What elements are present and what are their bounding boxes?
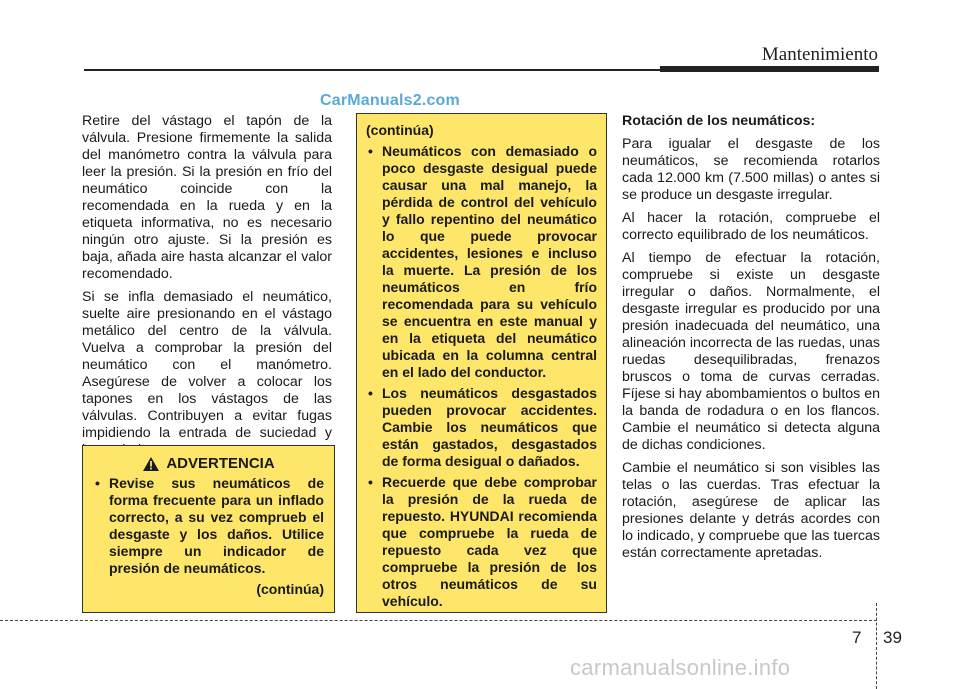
section-heading: Rotación de los neumáticos: <box>622 113 816 129</box>
warning-list <box>93 475 324 577</box>
header-tab-bar <box>660 66 879 72</box>
middle-warning-box <box>356 113 607 613</box>
page-number: 39 <box>883 628 902 647</box>
middle-list <box>366 143 597 610</box>
warning-box <box>82 445 335 613</box>
footer-vertical-rule <box>876 603 877 689</box>
watermark-bottom: carmanualsonline.info <box>570 655 791 680</box>
right-paragraph-2: Al hacer la rotación, compruebe el correcto equilibrado de los neumáticos. <box>622 210 880 243</box>
middle-continued-head: (continúa) <box>366 122 434 138</box>
right-paragraph-3: Al tiempo de efectuar la rotación, compruebe si existe un desgaste irregular o daños. Normalmente, el desgaste irregular es producido por una presión inadecuada del neumático, una alineación incorrecta de las ruedas, unas ruedas desequilibradas, frenazos bruscos o toma de curvas cerradas. Fíjese si hay abombamientos o bultos en la banda de rodadura o en los flancos. Cambie el neumático si detecta alguna de dichas condiciones. <box>622 250 880 453</box>
warning-title: ADVERTENCIA <box>166 455 275 472</box>
watermark-top: CarManuals2.com <box>320 92 460 109</box>
page-header-title: Mantenimiento <box>761 44 878 65</box>
warning-header <box>93 455 324 472</box>
right-paragraph-4: Cambie el neumático si son visibles las telas o las cuerdas. Tras efectuar la rotación, asegúrese de aplicar las presiones delante y detrás acordes con lo indicado, y compruebe que las tuercas están correctamente apretadas. <box>622 460 880 561</box>
left-paragraph-2: Si se infla demasiado el neumático, suelte aire presionando en el vástago metálico del centro de la válvula. Vuelva a comprobar la presión del neumático con el manómetro. Asegúrese de volver a colocar los tapones en los vástagos de las válvulas. Contribuyen a evitar fugas impidiendo la entrada de suciedad y <box>82 289 332 441</box>
warning-item: • Revise sus neumáticos de forma frecuente para un inflado correcto, a su vez comprueb el desgaste y los daños. Utilice siempre un indicador de presión de neumáticos. <box>93 475 324 577</box>
middle-item: • Recuerde que debe comprobar la presión de la rueda de repuesto. HYUNDAI recomienda que compruebe la rueda de repuesto cada vez que compruebe la presión de los otros neumáticos de su vehículo. <box>366 474 597 610</box>
chapter-number: 7 <box>852 628 862 647</box>
warning-triangle-icon <box>142 456 160 472</box>
left-column <box>82 113 332 465</box>
warning-continued: (continúa) <box>256 581 324 597</box>
footer-dashed-rule <box>0 620 877 621</box>
right-paragraph-1: Para igualar el desgaste de los neumáticos, se recomienda rotarlos cada 12.000 km (7.500 millas) o antes si se produce un desgaste irregular. <box>622 136 880 203</box>
left-paragraph-1: Retire del vástago el tapón de la válvula. Presione firmemente la salida del manómetro contra la válvula para leer la presión. Si la presión en frío del neumático coincide con la recomendada en la rueda y en la etiqueta informativa, no es necesario ningún otro ajuste. Si la presión es baja, añada aire hasta alcanzar el valor recomendado. <box>82 113 332 282</box>
right-column <box>622 113 880 568</box>
middle-item: • Los neumáticos desgastados pueden provocar accidentes. Cambie los neumáticos que están gastados, desgastados de forma desigual o dañados. <box>366 385 597 470</box>
middle-item: • Neumáticos con demasiado o poco desgaste desigual puede causar una mal manejo, la pérdida de control del vehículo y fallo repentino del neumático lo que puede provocar accidentes, lesiones e incluso la muerte. La presión de los neumáticos en frío recomendada para su vehículo se encuentra en este manual y en la etiqueta del neumático ubicada en la columna central en el lado del conductor. <box>366 143 597 381</box>
